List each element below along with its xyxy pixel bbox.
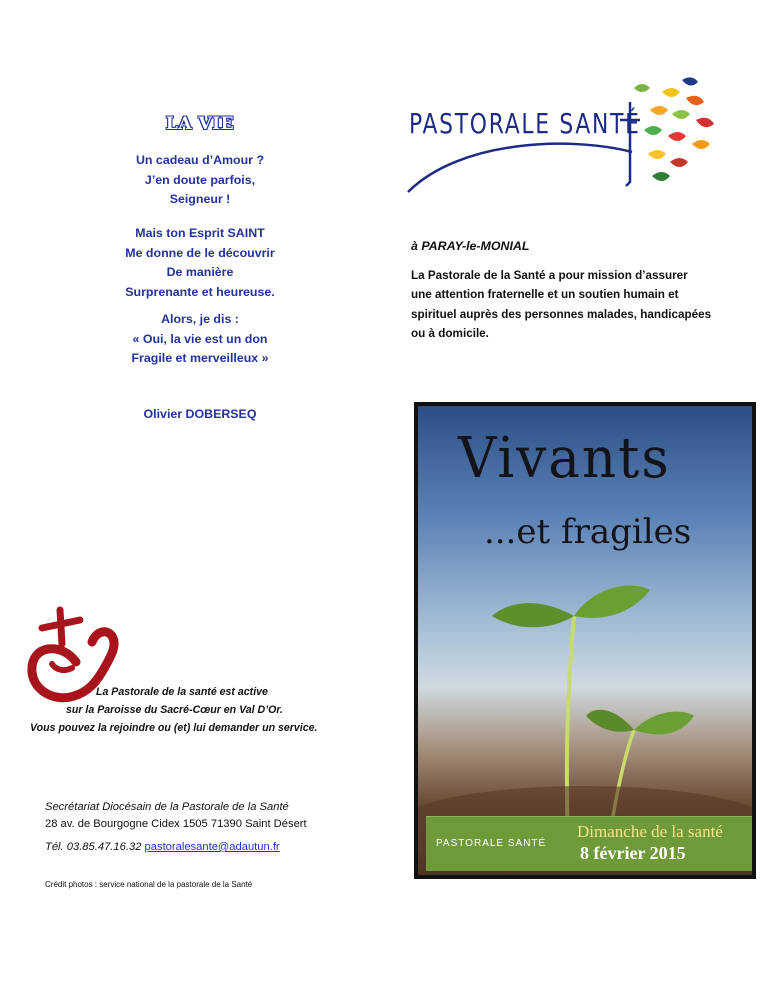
poem-stanza-1 <box>100 151 300 210</box>
mission-line: La Pastorale de la Santé a pour mission d’assurer <box>411 269 688 282</box>
poem-line: Surprenante et heureuse. <box>125 284 275 299</box>
poster-artwork <box>418 406 752 875</box>
poem-line: Fragile et merveilleux » <box>131 351 269 365</box>
poem-line: Seigneur ! <box>169 192 231 206</box>
contact-line <box>45 841 280 853</box>
poem-stanza-2 <box>100 224 300 302</box>
seedling-illustration-icon <box>418 556 752 856</box>
mission-statement <box>411 266 741 343</box>
poem-line: Un cadeau d’Amour ? <box>135 153 265 167</box>
phone-number: Tél. 03.85.47.16.32 <box>45 841 142 853</box>
notice-line: sur la Paroisse du Sacré-Cœur en Val D’Or. <box>66 704 283 716</box>
poem-line: J’en doute parfois, <box>144 172 256 187</box>
photo-credit: Crédit photos : service national de la pastorale de la Santé <box>45 880 253 889</box>
poem-title: LA VIE <box>165 114 235 134</box>
banner-logo: PASTORALE SANTÉ <box>436 838 547 849</box>
poem-line: Alors, je dis : <box>161 312 239 326</box>
poem-author: Olivier DOBERSEQ <box>143 407 257 421</box>
poem-line: Me donne de le découvrir <box>125 245 275 260</box>
secretariat-street: 28 av. de Bourgogne Cidex 1505 71390 Saint Désert <box>45 818 307 830</box>
parish-notice <box>30 683 370 737</box>
logo-wordmark: PASTORALE SANTÉ <box>409 107 641 140</box>
notice-line: La Pastorale de la santé est active <box>96 686 268 698</box>
mission-line: une attention fraternelle et un soutien humain et <box>411 288 679 302</box>
secretariat-address <box>45 799 365 833</box>
mission-line: spirituel auprès des personnes malades, handicapées <box>411 307 712 321</box>
poem-line: Mais ton Esprit SAINT <box>135 226 265 240</box>
banner-event: Dimanche de la santé <box>577 822 723 841</box>
poem-line: « Oui, la vie est un don <box>132 331 268 346</box>
notice-line: Vous pouvez la rejoindre ou (et) lui demander un service. <box>30 722 318 734</box>
poem-line: De manière <box>166 265 234 279</box>
banner-date: 8 février 2015 <box>580 843 686 863</box>
poster-banner <box>426 816 752 871</box>
email-link[interactable]: pastoralesante@adautun.fr <box>144 841 280 853</box>
poster-title: Vivants <box>458 426 671 491</box>
poster-subtitle: ...et fragiles <box>484 512 692 552</box>
event-poster <box>414 402 756 879</box>
mission-line: ou à domicile. <box>411 326 489 340</box>
secretariat-name: Secrétariat Diocésain de la Pastorale de la Santé <box>45 801 289 813</box>
location-heading: à PARAY-le-MONIAL <box>411 239 530 253</box>
poem-stanza-3 <box>100 310 300 369</box>
